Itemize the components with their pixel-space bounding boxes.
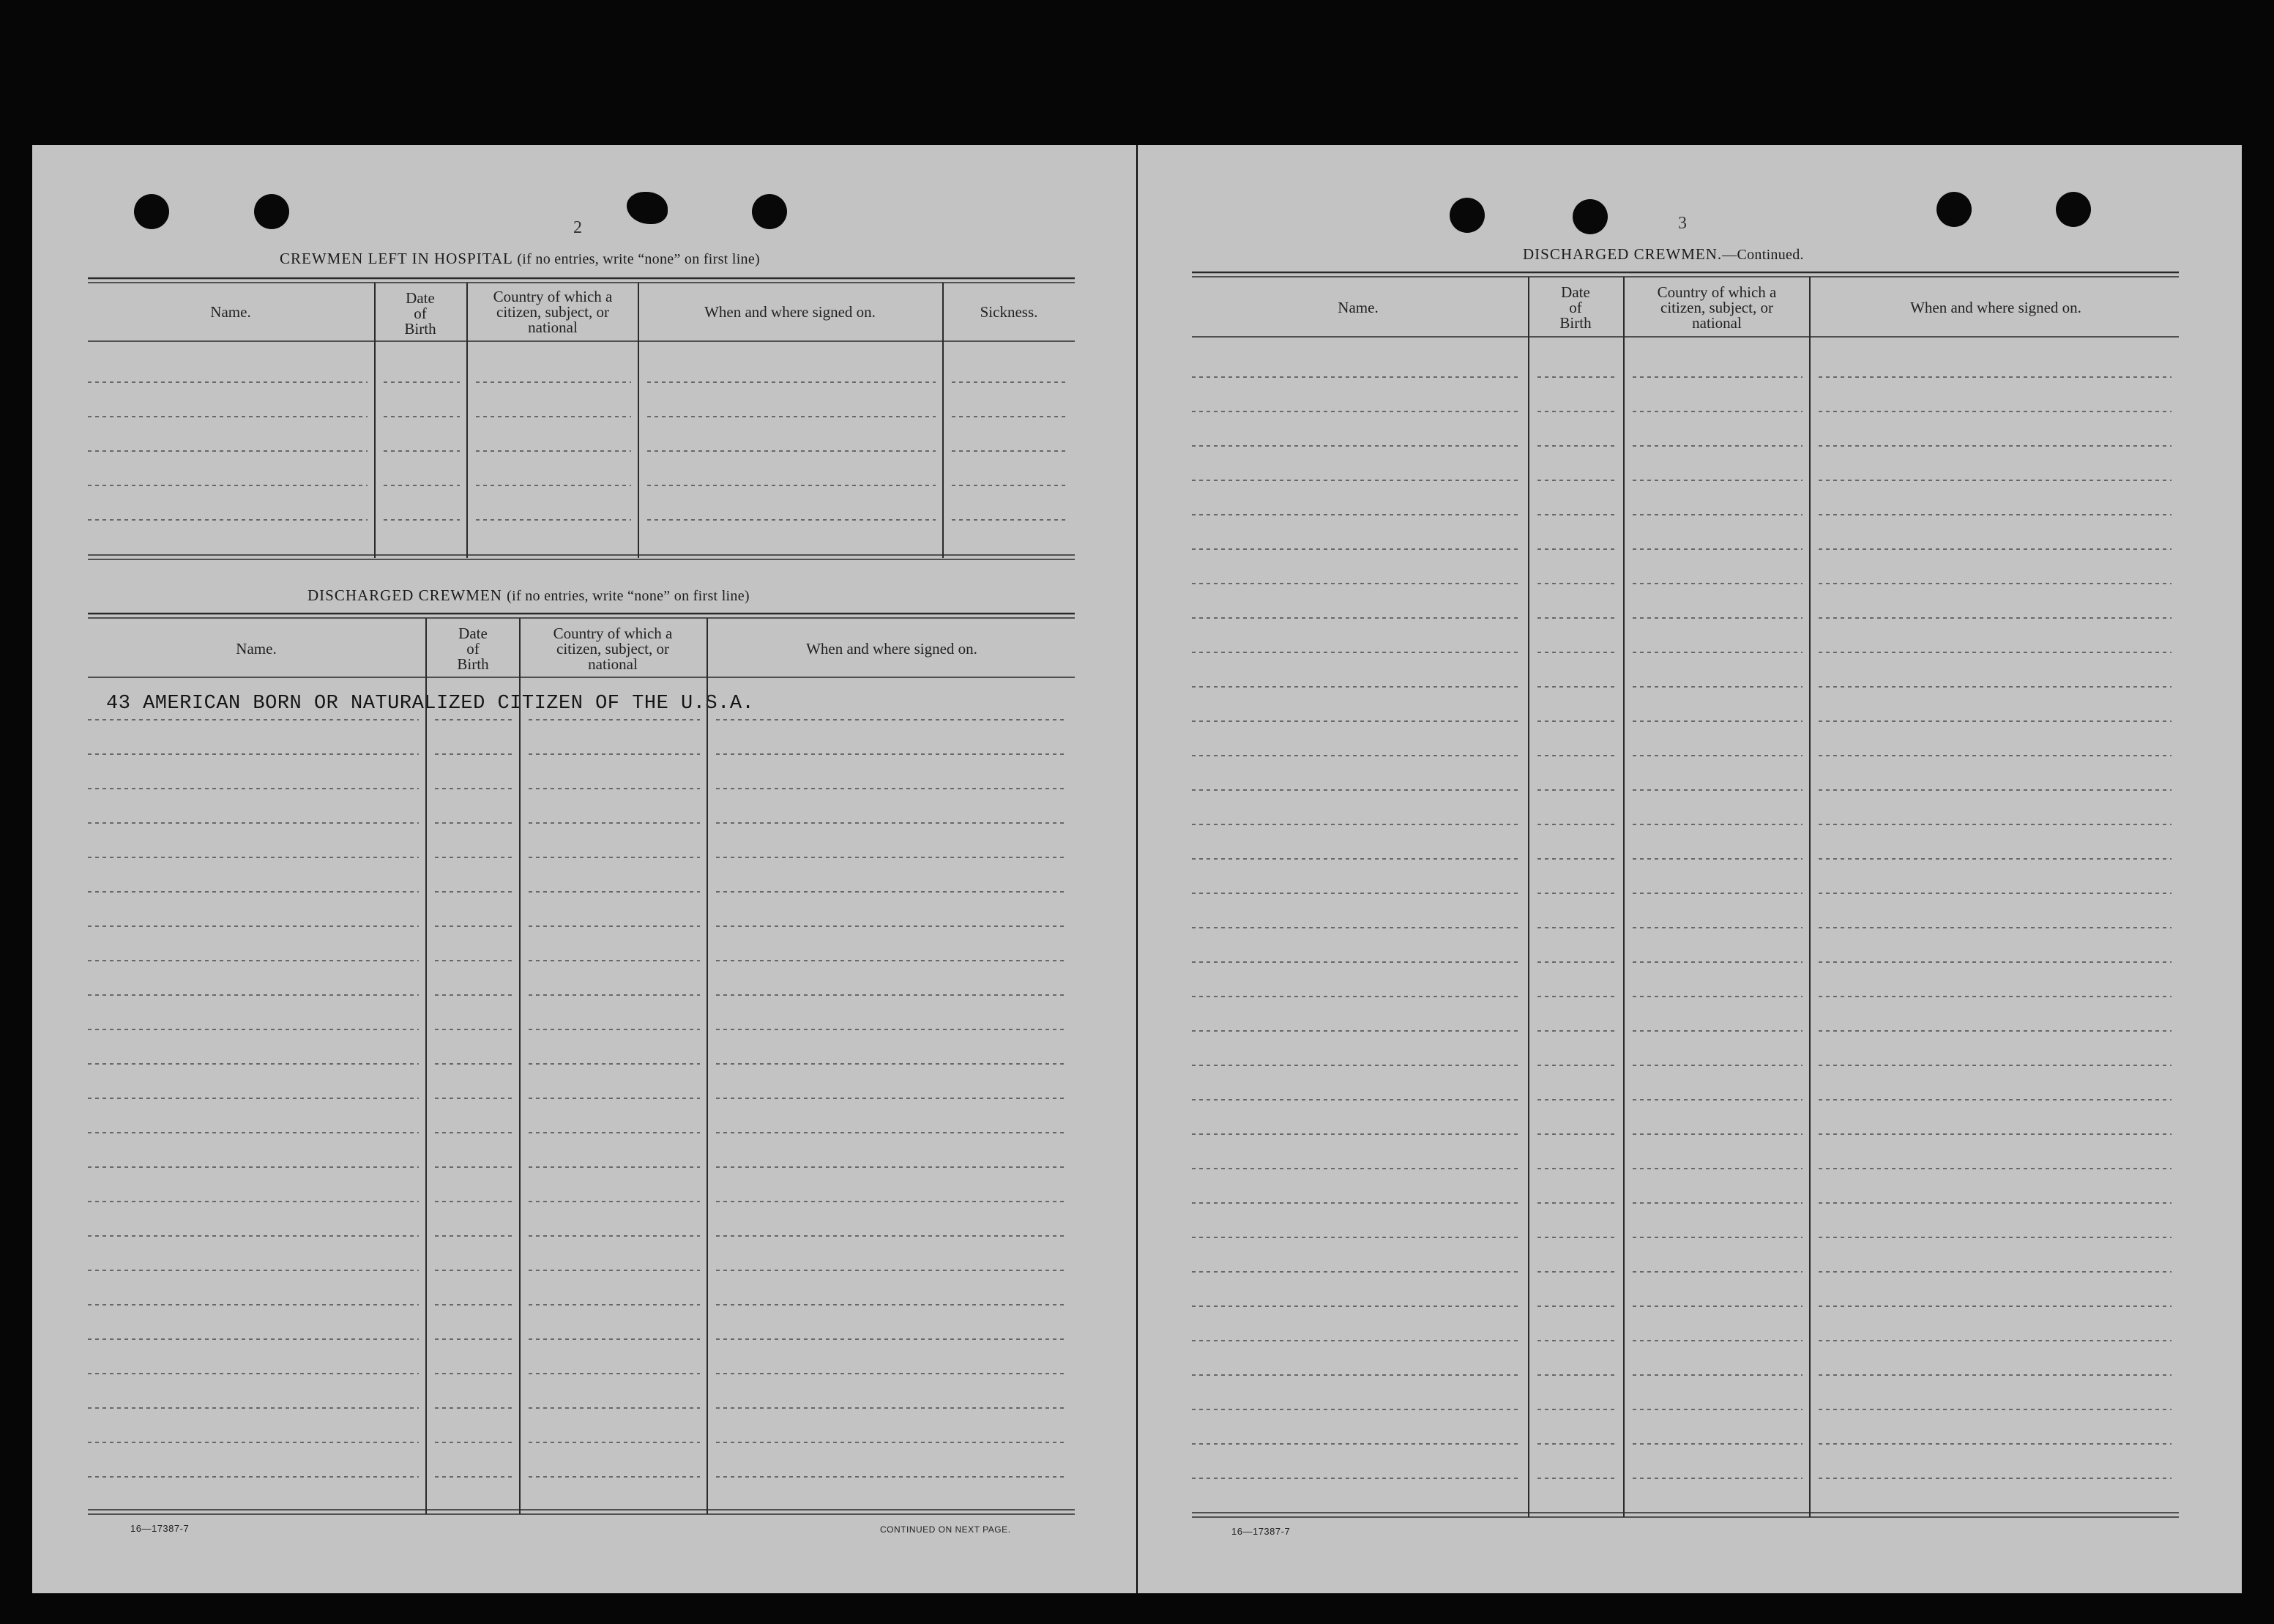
continued-note: CONTINUED ON NEXT PAGE. (880, 1524, 1011, 1535)
form-code: 16—17387-7 (130, 1523, 190, 1534)
form-code: 16—17387-7 (1231, 1526, 1291, 1537)
continued-col-dob: Date of Birth (1559, 283, 1592, 332)
page-number: 3 (1678, 214, 1687, 233)
hospital-instruction: (if no entries, write “none” on first line) (517, 251, 760, 267)
hospital-col-dob: Date of Birth (404, 289, 436, 338)
continued-title-text: DISCHARGED CREWMEN. (1523, 245, 1723, 263)
continued-col-name: Name. (1338, 299, 1379, 316)
hospital-col-name: Name. (210, 303, 251, 321)
discharged-col-name: Name. (236, 640, 277, 658)
discharged-title-text: DISCHARGED CREWMEN (307, 586, 502, 604)
typed-discharge-entry: 43 AMERICAN BORN OR NATURALIZED CITIZEN OF THE U.S.A. (106, 693, 755, 715)
hospital-col-country: Country of which a citizen, subject, or national (493, 288, 613, 336)
continued-col-signed-on: When and where signed on. (1910, 299, 2081, 316)
page-number: 2 (573, 218, 582, 237)
discharged-col-signed-on: When and where signed on. (806, 640, 977, 658)
discharged-instruction: (if no entries, write “none” on first line) (507, 588, 750, 604)
discharged-col-dob: Date of Birth (457, 625, 489, 673)
hospital-col-signed-on: When and where signed on. (704, 303, 876, 321)
hospital-title-text: CREWMEN LEFT IN HOSPITAL (280, 250, 513, 267)
hospital-col-sickness: Sickness. (980, 303, 1038, 321)
discharged-col-country: Country of which a citizen, subject, or national (553, 625, 673, 673)
continued-col-country: Country of which a citizen, subject, or national (1657, 283, 1777, 332)
continued-title-suffix: —Continued. (1722, 247, 1804, 263)
